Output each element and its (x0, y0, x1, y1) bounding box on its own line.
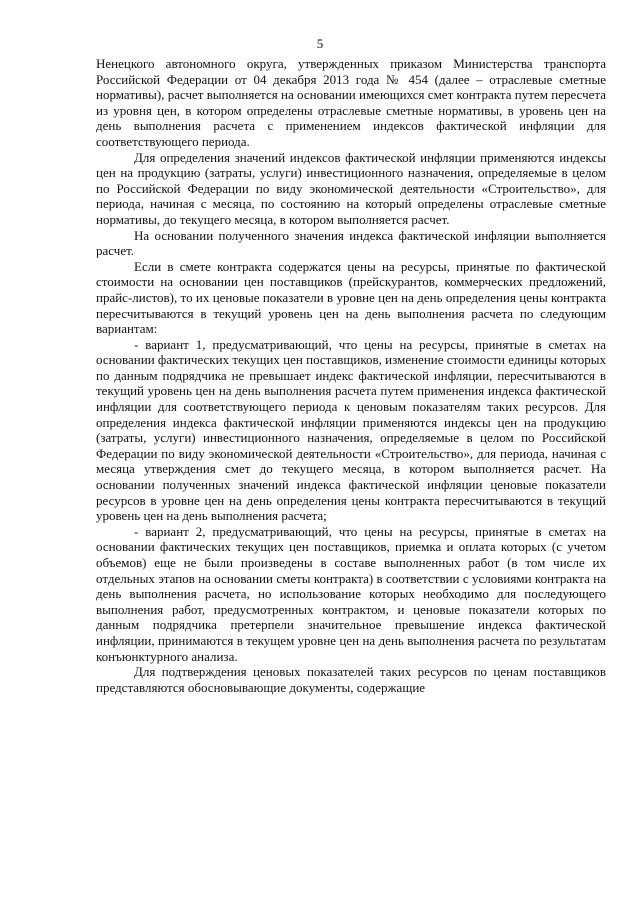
paragraph-continuation: Ненецкого автономного округа, утвержденных приказом Министерства транспорта Российской Федерации от 04 декабря 2013 года № 454 (далее – отраслевые сметные нормативы), расчет выполняется на основании имеющихся смет контракта путем пересчета из уровня цен, в котором определены отраслевые сметные нормативы, в уровень цен на день выполнения расчета с применением индексов фактической инфляции для соответствующего периода. (96, 56, 606, 149)
paragraph-supplier-prices: Если в смете контракта содержатся цены на ресурсы, принятые по фактической стоимости на основании цен поставщиков (прейскурантов, коммерческих предложений, прайс-листов), то их ценовые показатели в уровне цен на день определения цены контракта пересчитываются в текущий уровень цен на день выполнения расчета по следующим вариантам: (96, 258, 606, 337)
paragraph-inflation-indices: Для определения значений индексов фактической инфляции применяются индексы цен на продукцию (затраты, услуги) инвестиционного назначения, определяемые в целом по Российской Федерации по виду экономической деятельности «Строительство», для периода, начиная с месяца, по состоянию на который определены отраслевые сметные нормативы, до текущего месяца, в котором выполняется расчет. (96, 149, 606, 227)
document-body (96, 56, 606, 695)
paragraph-variant-2: - вариант 2, предусматривающий, что цены на ресурсы, принятые в сметах на основании фактических текущих цен поставщиков, приемка и оплата которых (с учетом объемов) еще не были произведены в составе выполненных работ (в том числе их отдельных этапов на основании сметы контракта) в соответствии с условиями контракта на день выполнения расчета, но использование которых необходимо для последующего выполнения работ, предусмотренных контрактом, и ценовые показатели которых по данным подрядчика претерпели значительное превышение индекса фактической инфляции, принимаются в текущем уровне цен на день выполнения расчета по результатам конъюнктурного анализа. (96, 523, 606, 664)
paragraph-variant-1: - вариант 1, предусматривающий, что цены на ресурсы, принятые в сметах на основании фактических текущих цен поставщиков, изменение стоимости единицы которых по данным подрядчика не превышает индекс фактической инфляции, пересчитываются в текущий уровень цен на день выполнения расчета путем применения индекса фактической инфляции для соответствующего периода к ценовым показателям таких ресурсов. Для определения индекса фактической инфляции применяются индексы цен на продукцию (затраты, услуги) инвестиционного назначения, определяемые в целом по Российской Федерации по виду экономической деятельности «Строительство», для периода, начиная с месяца утверждения смет до текущего месяца, в котором выполняется расчет. На основании полученных значений индекса фактической инфляции ценовые показатели ресурсов в уровне цен на день определения цены контракта пересчитываются в текущий уровень цен на день выполнения расчета; (96, 336, 606, 524)
paragraph-supporting-documents: Для подтверждения ценовых показателей таких ресурсов по ценам поставщиков представляются обосновывающие документы, содержащие (96, 664, 606, 695)
paragraph-calculation: На основании полученного значения индекса фактической инфляции выполняется расчет. (96, 227, 606, 259)
page-number: 5 (316, 36, 324, 51)
